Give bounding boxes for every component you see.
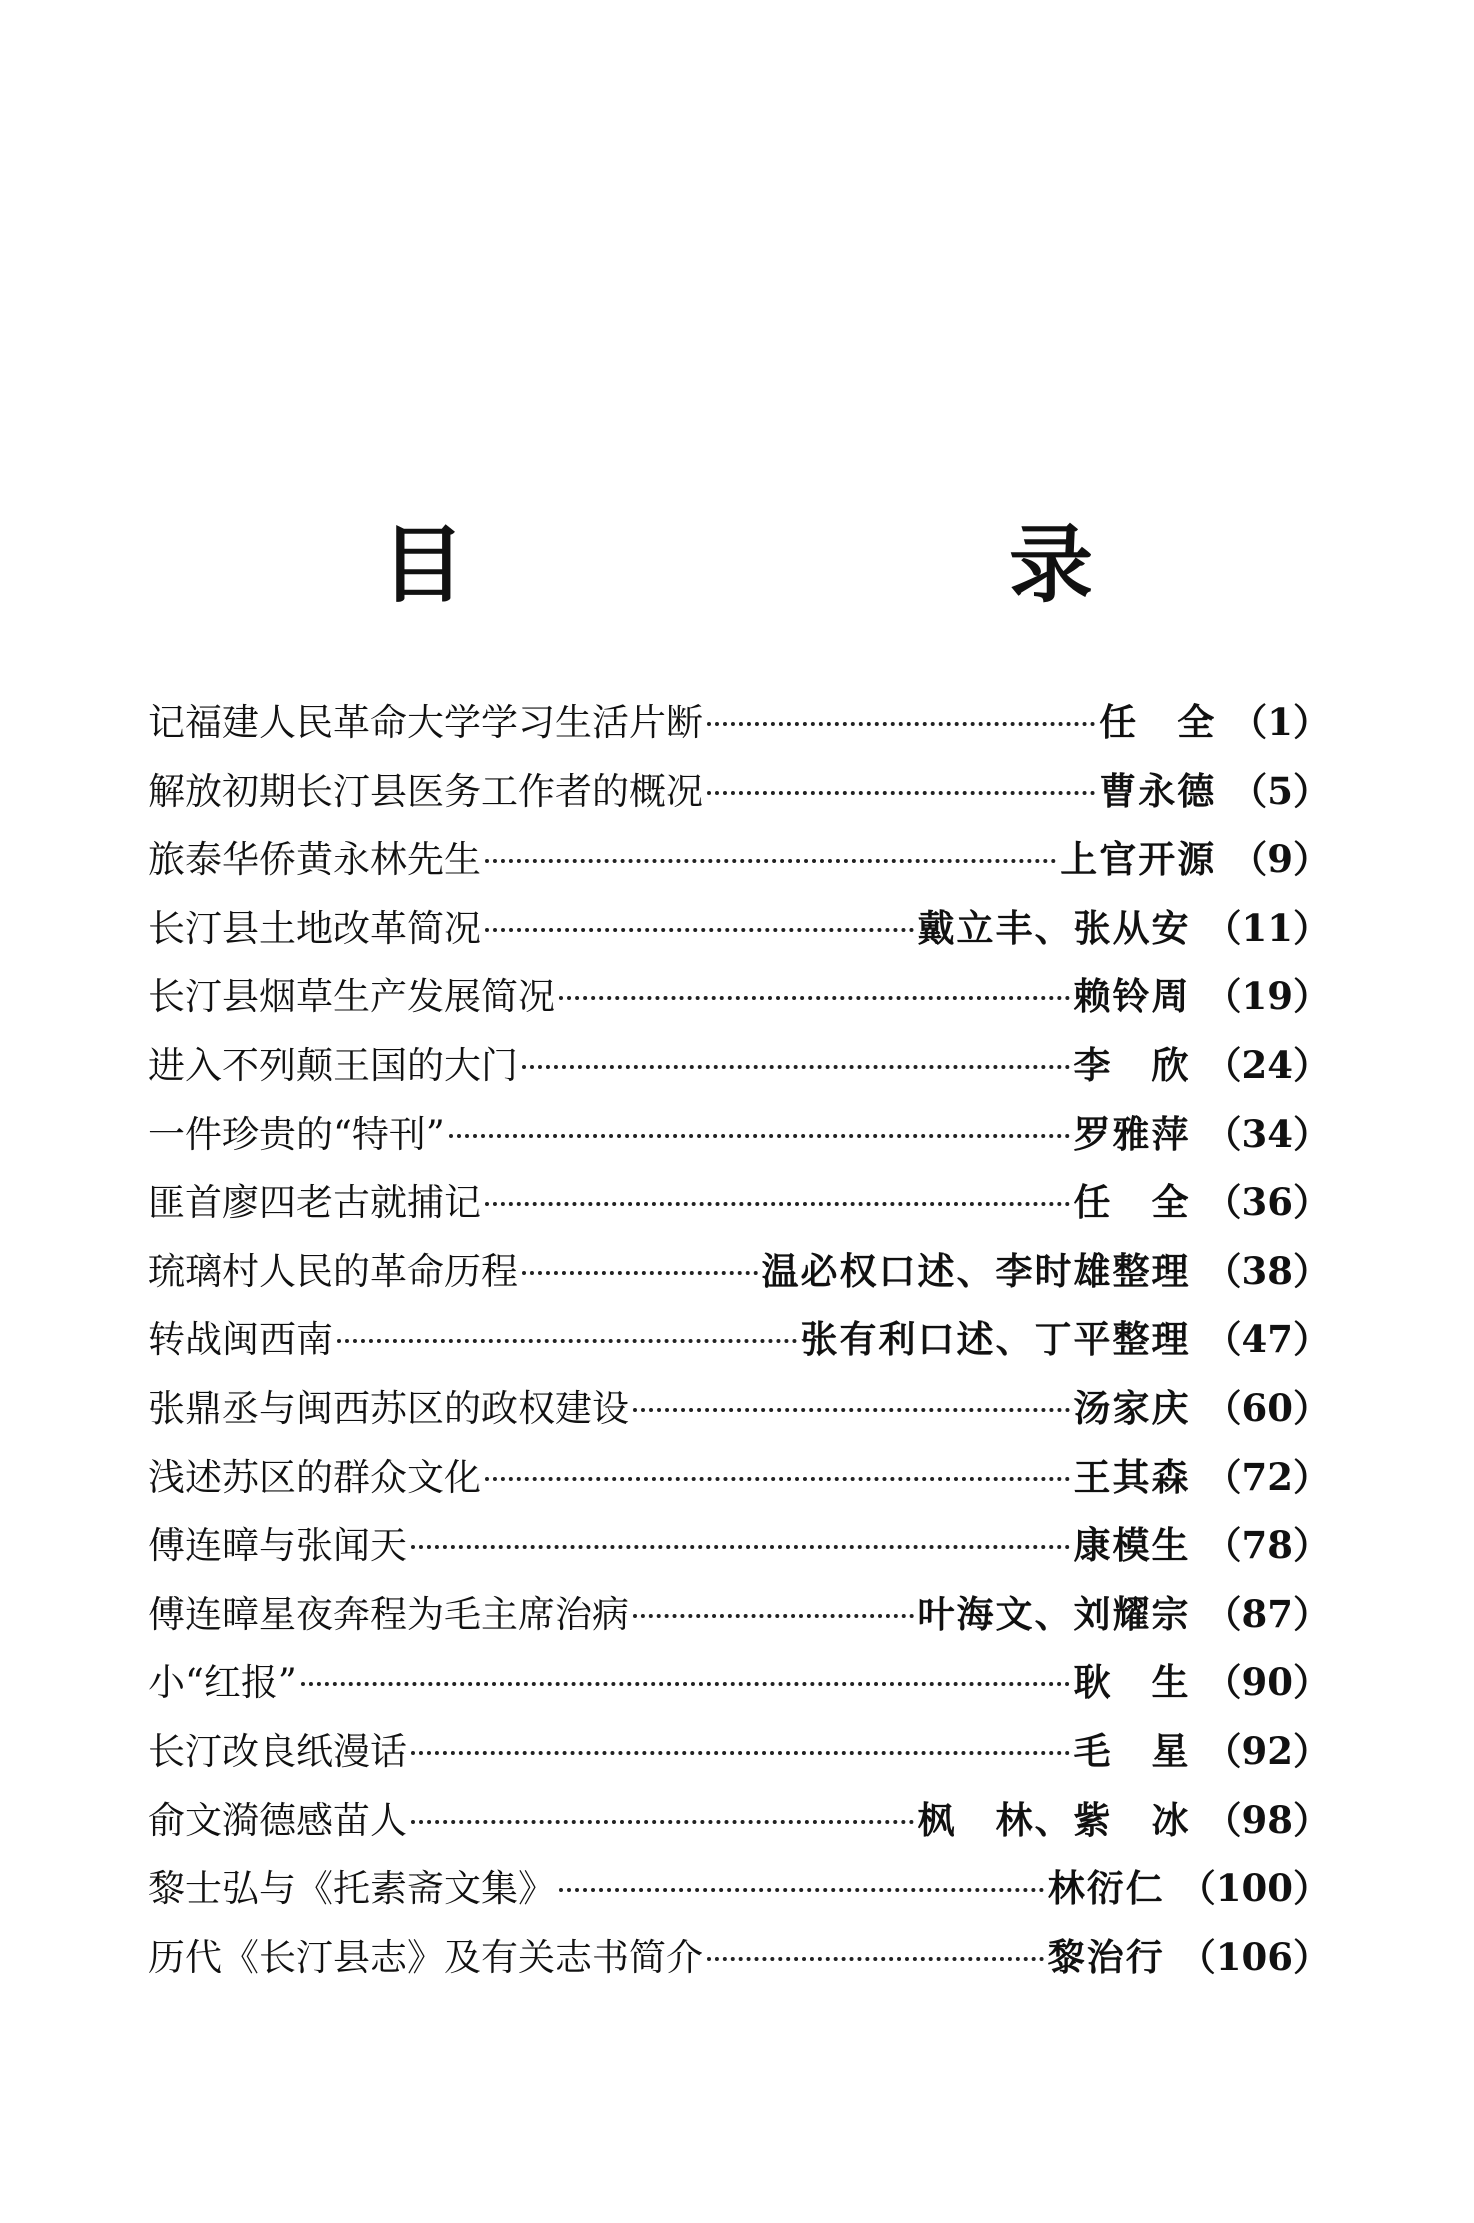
entry-page: （87） (1204, 1591, 1330, 1636)
dot-leader (485, 1202, 1070, 1206)
entry-page: （34） (1204, 1111, 1330, 1156)
entry-author: 李 欣 (1073, 1042, 1191, 1087)
entry-author: 戴立丰、张从安 (917, 905, 1191, 950)
toc-entry (148, 1374, 1330, 1443)
dot-leader (559, 996, 1070, 1000)
dot-leader (522, 1271, 758, 1275)
toc-entry (148, 1923, 1330, 1992)
dot-leader (633, 1614, 914, 1618)
toc-entry (148, 962, 1330, 1031)
entry-author: 耿 生 (1073, 1660, 1191, 1705)
entry-page: （92） (1204, 1728, 1330, 1773)
entry-page: （100） (1178, 1866, 1330, 1911)
dot-leader (485, 859, 1056, 863)
entry-title: 匪首廖四老古就捕记 (148, 1181, 481, 1225)
toc-entry (148, 1511, 1330, 1580)
toc-entry (148, 1100, 1330, 1169)
dot-leader (707, 1957, 1044, 1961)
entry-page: （60） (1204, 1385, 1330, 1430)
entry-title: 旅泰华侨黄永林先生 (148, 838, 481, 882)
dot-leader (707, 722, 1095, 726)
entry-page: （38） (1204, 1248, 1330, 1293)
toc-entry (148, 825, 1330, 894)
entry-author: 王其森 (1073, 1454, 1191, 1499)
entry-page: （106） (1178, 1934, 1330, 1979)
entry-title: 记福建人民革命大学学习生活片断 (148, 701, 703, 744)
entry-title: 转战闽西南 (148, 1318, 333, 1362)
entry-title: 张鼎丞与闽西苏区的政权建设 (148, 1386, 629, 1430)
table-of-contents (148, 688, 1330, 1991)
entry-page: （1） (1230, 700, 1330, 744)
entry-author: 康模生 (1073, 1523, 1191, 1568)
dot-leader (559, 1888, 1044, 1892)
entry-author: 张有利口述、丁平整理 (800, 1317, 1191, 1362)
entry-title: 长汀县土地改革简况 (148, 906, 481, 950)
entry-author: 温必权口述、李时雄整理 (761, 1248, 1191, 1293)
toc-entry (148, 1717, 1330, 1786)
toc-entry (148, 1168, 1330, 1237)
toc-entry (148, 894, 1330, 963)
toc-entry (148, 1786, 1330, 1855)
toc-entry (148, 688, 1330, 757)
entry-title: 俞文漪德感苗人 (148, 1798, 407, 1842)
entry-title: 琉璃村人民的革命历程 (148, 1249, 518, 1293)
entry-author: 枫 林、紫 冰 (917, 1797, 1191, 1842)
entry-page: （24） (1204, 1042, 1330, 1087)
toc-entry (148, 1580, 1330, 1649)
entry-title: 傅连暲与张闻天 (148, 1524, 407, 1568)
dot-leader (707, 791, 1095, 795)
entry-title: 一件珍贵的“特刊” (148, 1112, 445, 1156)
dot-leader (485, 928, 914, 932)
entry-title: 浅述苏区的群众文化 (148, 1455, 481, 1499)
entry-page: （19） (1204, 974, 1330, 1019)
toc-entry (148, 1648, 1330, 1717)
dot-leader (485, 1477, 1070, 1481)
entry-page: （5） (1230, 768, 1330, 813)
entry-author: 汤家庆 (1073, 1385, 1191, 1430)
entry-author: 曹永德 (1099, 768, 1217, 813)
entry-title: 黎士弘与《托素斋文集》 (148, 1867, 555, 1911)
entry-title: 长汀县烟草生产发展简况 (148, 975, 555, 1019)
entry-author: 黎治行 (1047, 1934, 1165, 1979)
toc-entry (148, 757, 1330, 826)
entry-title: 长汀改良纸漫话 (148, 1729, 407, 1773)
entry-author: 上官开源 (1060, 837, 1217, 882)
entry-author: 罗雅萍 (1073, 1111, 1191, 1156)
entry-page: （47） (1204, 1317, 1330, 1362)
toc-entry (148, 1854, 1330, 1923)
toc-entry (148, 1237, 1330, 1306)
entry-title: 傅连暲星夜奔程为毛主席治病 (148, 1592, 629, 1636)
entry-author: 任 全 (1099, 700, 1217, 744)
toc-entry (148, 1031, 1330, 1100)
dot-leader (522, 1065, 1070, 1069)
entry-page: （9） (1230, 837, 1330, 882)
entry-page: （98） (1204, 1797, 1330, 1842)
dot-leader (449, 1134, 1070, 1138)
entry-title: 历代《长汀县志》及有关志书简介 (148, 1935, 703, 1979)
entry-page: （11） (1204, 905, 1330, 950)
dot-leader (337, 1339, 797, 1343)
entry-author: 叶海文、刘耀宗 (917, 1591, 1191, 1636)
dot-leader (301, 1682, 1070, 1686)
entry-author: 毛 星 (1073, 1728, 1191, 1773)
page-title: 目 录 (380, 516, 1323, 614)
dot-leader (633, 1408, 1070, 1412)
entry-title: 解放初期长汀县医务工作者的概况 (148, 769, 703, 813)
entry-title: 进入不列颠王国的大门 (148, 1043, 518, 1087)
entry-author: 赖铃周 (1073, 974, 1191, 1019)
dot-leader (411, 1820, 914, 1824)
entry-title: 小“红报” (148, 1661, 297, 1705)
toc-entry (148, 1443, 1330, 1512)
toc-entry (148, 1305, 1330, 1374)
dot-leader (411, 1751, 1070, 1755)
entry-page: （72） (1204, 1454, 1330, 1499)
entry-page: （90） (1204, 1660, 1330, 1705)
entry-author: 林衍仁 (1047, 1866, 1165, 1911)
dot-leader (411, 1545, 1070, 1549)
entry-page: （78） (1204, 1523, 1330, 1568)
entry-author: 任 全 (1073, 1180, 1191, 1225)
entry-page: （36） (1204, 1180, 1330, 1225)
